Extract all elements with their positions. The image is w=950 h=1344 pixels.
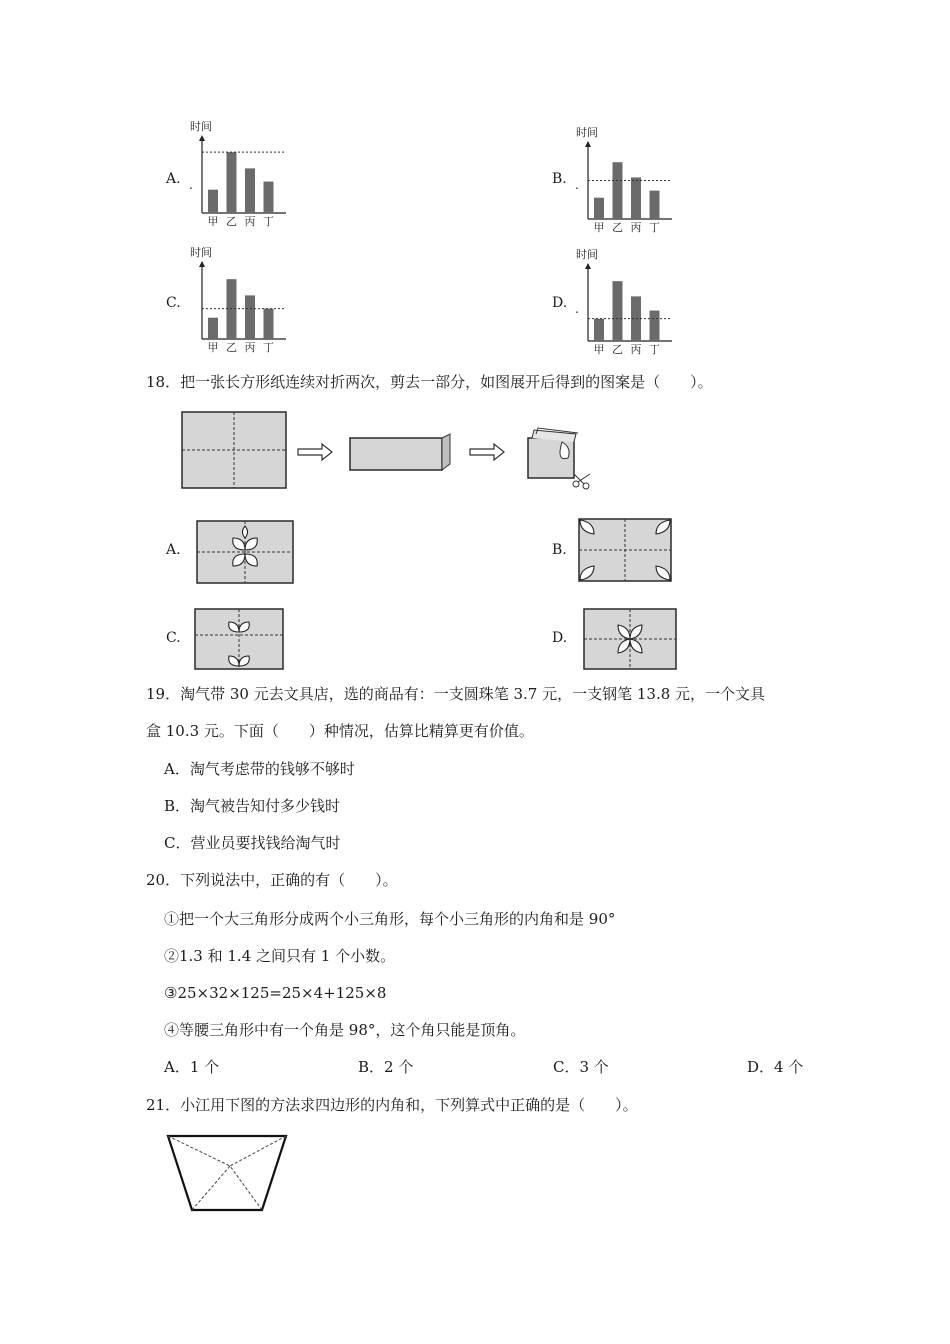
- bar-丙: [631, 177, 641, 219]
- x-tick-label: 甲: [593, 343, 605, 356]
- bar-乙: [613, 281, 623, 341]
- q20-option-a[interactable]: A．1 个: [164, 1058, 220, 1076]
- y-axis-arrow: [199, 135, 205, 141]
- y-axis-label: 时间: [576, 126, 598, 139]
- bar-丁: [650, 311, 660, 341]
- bar-丁: [264, 182, 274, 213]
- bar-甲: [208, 190, 218, 213]
- y-axis-label: 时间: [190, 120, 212, 133]
- q19-option-c[interactable]: C．营业员要找钱给淘气时: [164, 834, 341, 852]
- x-tick-label: 丁: [649, 221, 660, 234]
- dot-mark: .: [575, 302, 579, 316]
- x-tick-label: 丁: [263, 215, 274, 228]
- folded-once-paper: [350, 438, 442, 470]
- x-tick-label: 甲: [593, 221, 605, 234]
- bar-乙: [613, 162, 623, 219]
- bar-甲: [594, 319, 604, 341]
- y-axis-arrow: [585, 141, 591, 147]
- bar-乙: [227, 279, 237, 339]
- unfolded-pattern-d: [583, 608, 677, 670]
- unfolded-pattern-a: [196, 520, 294, 584]
- y-axis-arrow: [585, 263, 591, 269]
- q18-option-b[interactable]: B.: [552, 542, 567, 558]
- quadrilateral-figure: [164, 1132, 294, 1216]
- bar-乙: [227, 152, 237, 213]
- question-21-text: 21．小江用下图的方法求四边形的内角和，下列算式中正确的是（ ）。: [146, 1096, 638, 1114]
- bar-甲: [594, 198, 604, 219]
- bar-chart-d: [574, 246, 684, 358]
- bar-丁: [264, 309, 274, 339]
- x-tick-label: 甲: [207, 215, 219, 228]
- question-19-line-1: 19．淘气带 30 元去文具店，选的商品有：一支圆珠笔 3.7 元，一支钢笔 13.8 元，一个文具: [146, 685, 766, 703]
- bar-甲: [208, 318, 218, 339]
- unfolded-pattern-b: [578, 518, 672, 582]
- bar-chart-c: [188, 244, 298, 356]
- option-label-b[interactable]: B.: [552, 171, 567, 187]
- q18-option-a[interactable]: A.: [166, 542, 181, 558]
- bar-丙: [245, 168, 255, 213]
- dot-mark: .: [575, 178, 579, 192]
- x-tick-label: 乙: [226, 215, 237, 228]
- x-tick-label: 甲: [207, 341, 219, 354]
- arrow-icon: [470, 444, 504, 460]
- q18-option-c[interactable]: C.: [166, 630, 181, 646]
- y-axis-label: 时间: [576, 248, 598, 261]
- x-tick-label: 丙: [244, 341, 256, 354]
- y-axis-label: 时间: [190, 246, 212, 259]
- dot-mark: .: [189, 178, 193, 192]
- bar-丙: [245, 295, 255, 339]
- x-tick-label: 丁: [649, 343, 660, 356]
- q20-statement-1: ①把一个大三角形分成两个小三角形，每个小三角形的内角和是 90°: [164, 910, 616, 928]
- y-axis-arrow: [199, 261, 205, 267]
- option-label-d[interactable]: D.: [552, 295, 568, 311]
- q19-option-b[interactable]: B．淘气被告知付多少钱时: [164, 797, 341, 815]
- question-18-text: 18．把一张长方形纸连续对折两次，剪去一部分，如图展开后得到的图案是（ ）。: [146, 373, 713, 391]
- x-tick-label: 丙: [630, 343, 642, 356]
- q20-option-c[interactable]: C．3 个: [553, 1058, 609, 1076]
- folding-process-figure: [178, 408, 608, 500]
- x-tick-label: 乙: [226, 341, 237, 354]
- bar-chart-b: [574, 124, 684, 236]
- x-tick-label: 乙: [612, 221, 623, 234]
- x-tick-label: 丙: [244, 215, 256, 228]
- bar-chart-a: [188, 118, 298, 230]
- unfolded-pattern-c: [194, 608, 284, 670]
- q18-option-d[interactable]: D.: [552, 630, 568, 646]
- arrow-icon: [298, 444, 332, 460]
- q19-option-a[interactable]: A．淘气考虑带的钱够不够时: [164, 760, 355, 778]
- q20-statement-2: ②1.3 和 1.4 之间只有 1 个小数。: [164, 947, 396, 965]
- question-20-text: 20．下列说法中，正确的有（ ）。: [146, 871, 398, 889]
- x-tick-label: 丁: [263, 341, 274, 354]
- bar-丁: [650, 191, 660, 219]
- q20-statement-4: ④等腰三角形中有一个角是 98°，这个角只能是顶角。: [164, 1021, 526, 1039]
- question-19-line-2: 盒 10.3 元。下面（ ）种情况，估算比精算更有价值。: [146, 722, 534, 740]
- option-label-c[interactable]: C.: [166, 295, 181, 311]
- x-tick-label: 丙: [630, 221, 642, 234]
- scissors-icon: [573, 474, 590, 489]
- x-tick-label: 乙: [612, 343, 623, 356]
- option-label-a[interactable]: A.: [166, 171, 181, 187]
- q20-statement-3: ③25×32×125=25×4+125×8: [164, 984, 387, 1002]
- q20-option-b[interactable]: B．2 个: [358, 1058, 414, 1076]
- q20-option-d[interactable]: D．4 个: [747, 1058, 804, 1076]
